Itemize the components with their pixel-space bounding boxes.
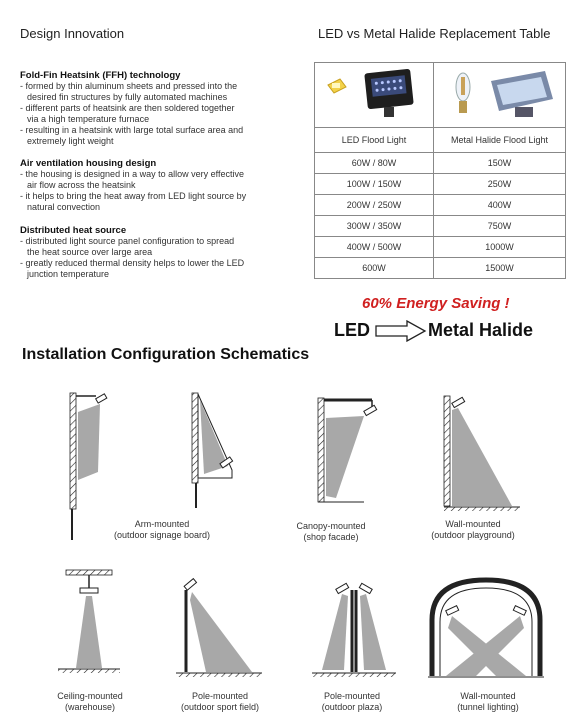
caption-detail: (tunnel lighting)	[457, 702, 519, 712]
feature-line: - different parts of heatsink are then soldered together	[20, 103, 235, 113]
feature-heat-source	[20, 225, 310, 280]
led-wattage-cell: 60W / 80W	[315, 153, 434, 174]
feature-line: - formed by thin aluminum sheets and pressed into the	[20, 81, 238, 91]
caption-name: Ceiling-mounted	[57, 691, 123, 701]
feature-line: - distributed light source panel configuration to spread	[20, 236, 235, 246]
led-wattage-cell: 200W / 250W	[315, 195, 434, 216]
caption-name: Wall-mounted	[460, 691, 516, 701]
mh-wattage-cell: 1000W	[434, 237, 566, 258]
mh-wattage-cell: 750W	[434, 216, 566, 237]
caption-name: Canopy-mounted	[296, 521, 366, 531]
led-wattage-cell: 400W / 500W	[315, 237, 434, 258]
feature-line: air flow across the heatsink	[27, 180, 136, 190]
ceiling-mounted-schematic	[58, 570, 120, 673]
installation-heading: Installation Configuration Schematics	[22, 346, 310, 363]
pole-mounted-plaza-schematic	[312, 583, 396, 677]
caption-pole-mounted-plaza	[292, 691, 412, 713]
led-flood-light-icon	[316, 63, 432, 125]
replacement-table	[314, 62, 566, 279]
metal-halide-product-image	[434, 63, 566, 128]
led-product-image	[315, 63, 434, 128]
replacement-table-heading: LED vs Metal Halide Replacement Table	[318, 26, 551, 41]
arrow-right-icon	[375, 320, 427, 342]
column-header-led: LED Flood Light	[315, 128, 434, 153]
feature-line: via a high temperature furnace	[27, 114, 150, 124]
energy-saving-note: 60% Energy Saving !	[362, 295, 510, 312]
arm-mounted-board-schematic	[192, 393, 233, 508]
metal-halide-lamp-icon	[435, 63, 565, 125]
feature-ventilation	[20, 158, 310, 213]
led-wattage-cell: 600W	[315, 258, 434, 279]
caption-detail: (outdoor playground)	[431, 530, 515, 540]
feature-ffh	[20, 70, 310, 147]
wall-mounted-playground-schematic	[444, 396, 520, 511]
feature-line: - resulting in a heatsink with large total surface area and	[20, 125, 244, 135]
arm-mounted-schematic	[70, 393, 107, 540]
caption-wall-mounted-tunnel	[428, 691, 548, 713]
mh-wattage-cell: 250W	[434, 174, 566, 195]
comparison-metal-halide-label: Metal Halide	[428, 320, 534, 340]
caption-detail: (outdoor sport field)	[180, 702, 260, 712]
column-header-metal-halide: Metal Halide Flood Light	[434, 128, 566, 153]
caption-canopy-mounted	[266, 521, 396, 543]
feature-line: - it helps to bring the heat away from LED light source by	[20, 191, 247, 201]
tunnel-lighting-schematic	[428, 580, 544, 677]
feature-line: natural convection	[27, 202, 101, 212]
caption-detail: (outdoor signage board)	[113, 530, 211, 540]
feature-line: - the housing is designed in a way to allow very effective	[20, 169, 244, 179]
caption-arm-mounted	[92, 519, 232, 541]
caption-name: Pole-mounted	[323, 691, 381, 701]
feature-line: desired fin structures by fully automated machines	[27, 92, 228, 102]
caption-pole-mounted-sport	[160, 691, 280, 713]
design-innovation-heading: Design Innovation	[20, 26, 125, 41]
pole-mounted-sport-schematic	[176, 579, 262, 677]
feature-line: extremely light weight	[27, 136, 114, 146]
caption-name: Arm-mounted	[134, 519, 190, 529]
led-wattage-cell: 100W / 150W	[315, 174, 434, 195]
caption-ceiling-mounted	[30, 691, 150, 713]
mh-wattage-cell: 400W	[434, 195, 566, 216]
mh-wattage-cell: 150W	[434, 153, 566, 174]
feature-title: Distributed heat source	[20, 225, 127, 236]
caption-name: Pole-mounted	[191, 691, 249, 701]
feature-line: the heat source over large area	[27, 247, 153, 257]
caption-detail: (outdoor plaza)	[321, 702, 383, 712]
canopy-mounted-schematic	[318, 398, 377, 502]
feature-line: junction temperature	[27, 269, 110, 279]
caption-detail: (shop facade)	[303, 532, 359, 542]
feature-title: Air ventilation housing design	[20, 158, 157, 169]
feature-title: Fold-Fin Heatsink (FFH) technology	[20, 70, 181, 81]
comparison-led-label: LED	[334, 320, 370, 340]
caption-name: Wall-mounted	[445, 519, 501, 529]
caption-detail: (warehouse)	[64, 702, 116, 712]
mh-wattage-cell: 1500W	[434, 258, 566, 279]
caption-wall-mounted-playground	[408, 519, 538, 541]
led-wattage-cell: 300W / 350W	[315, 216, 434, 237]
feature-line: - greatly reduced thermal density helps to lower the LED	[20, 258, 245, 268]
